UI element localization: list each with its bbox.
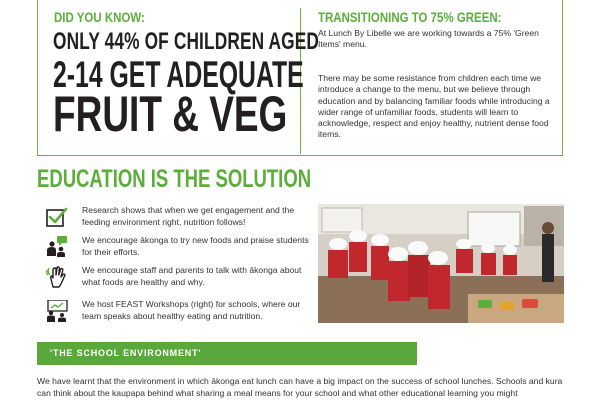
feast-workshop-photo bbox=[318, 204, 564, 323]
education-item-text: Research shows that when we get engagement and the feeding environment right, nutrition follows! bbox=[82, 205, 295, 227]
education-item-staff-parents bbox=[46, 264, 310, 298]
presenter-icon bbox=[46, 300, 68, 322]
speech-people-icon bbox=[46, 236, 68, 258]
did-you-know-kicker: DID YOU KNOW: bbox=[54, 9, 145, 25]
transition-paragraph-1: At Lunch By Libelle we are working towards a 75% 'Green Items' menu. bbox=[318, 28, 539, 50]
education-title: EDUCATION IS THE SOLUTION bbox=[37, 165, 312, 193]
education-item-feast-workshops bbox=[46, 298, 310, 332]
stat-line-2: 2-14 GET ADEQUATE bbox=[53, 54, 304, 95]
checkbox-icon bbox=[46, 206, 68, 228]
school-environment-band-label: 'THE SCHOOL ENVIRONMENT' bbox=[50, 348, 202, 358]
education-item-text: We encourage ākonga to try new foods and praise students for their efforts. bbox=[82, 235, 309, 257]
raised-hand-icon bbox=[46, 266, 68, 288]
education-item-encourage-akonga bbox=[46, 234, 310, 268]
stat-line-3: FRUIT & VEG bbox=[53, 86, 288, 142]
transition-paragraph-2: There may be some resistance from children each time we introduce a change to the menu, but we believe through education and by balancing familiar foods while introducing a wider range of unfamiliar foods, students will learn to acknowledge, respect and enjoy healthy, nutrient dense food items. bbox=[318, 73, 550, 140]
transition-heading: TRANSITIONING TO 75% GREEN: bbox=[318, 9, 502, 25]
education-item-research bbox=[46, 204, 310, 238]
school-environment-paragraph: We have learnt that the environment in which ākonga eat lunch can have a big impact on the success of school lunches. Schools and kura can think about the kaupapa behind what sharing a meal means for your school and what other educational learning you might bbox=[37, 376, 563, 399]
stat-line-1: ONLY 44% OF CHILDREN AGED bbox=[53, 28, 320, 55]
education-item-text: We host FEAST Workshops (right) for schools, where our team speaks about healthy eating and nutrition. bbox=[82, 299, 301, 321]
education-item-text: We encourage staff and parents to talk with ākonga about what foods are healthy and why. bbox=[82, 265, 302, 287]
classroom-scene bbox=[318, 204, 564, 323]
